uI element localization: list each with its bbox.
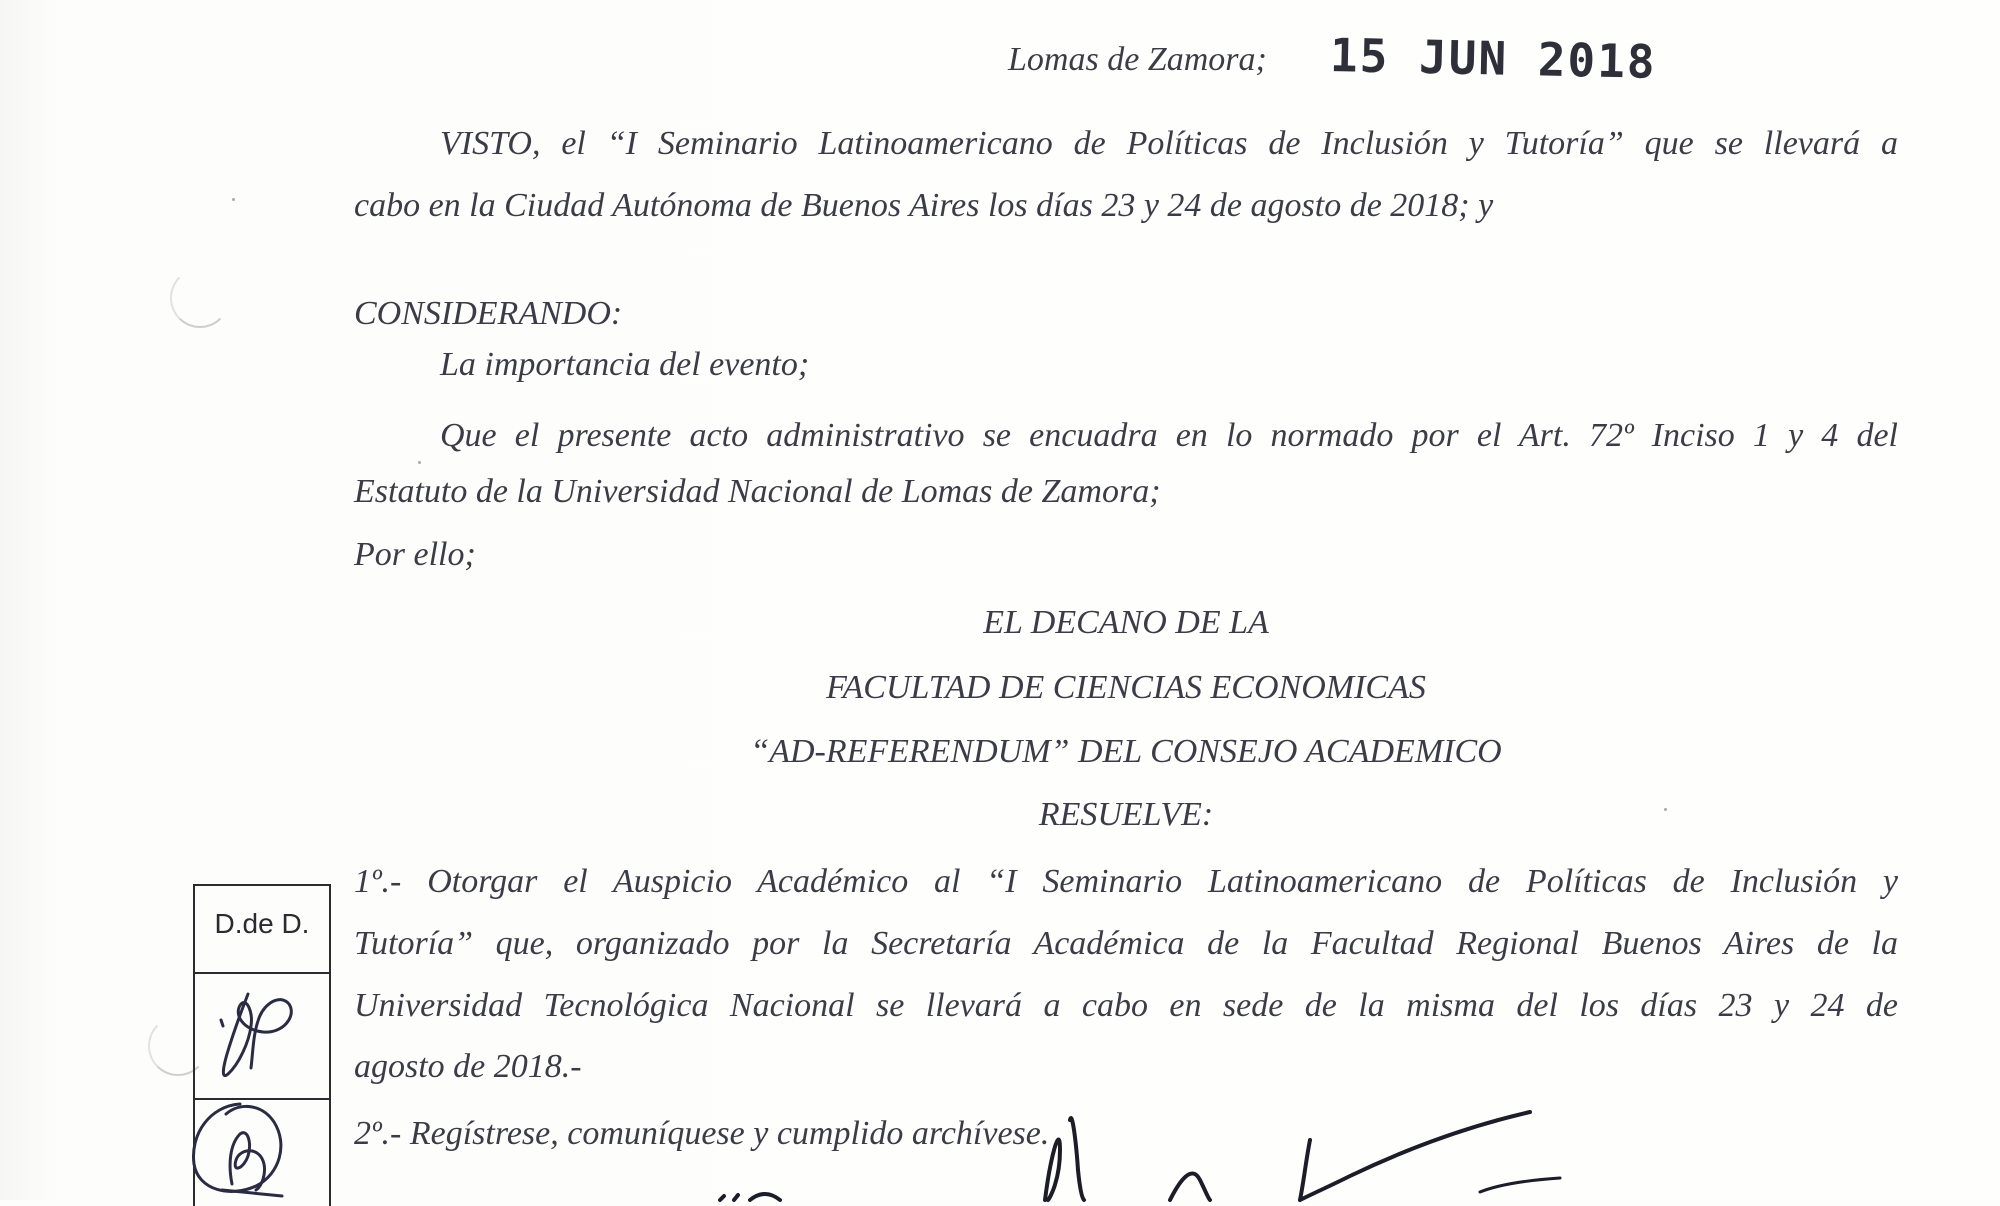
punch-hole-top bbox=[170, 268, 230, 328]
por-ello: Por ello; bbox=[354, 536, 476, 573]
article-2: 2º.- Regístrese, comuníquese y cumplido archívese. bbox=[354, 1115, 1050, 1152]
authority-line-1: EL DECANO DE LA bbox=[983, 604, 1269, 641]
place-heading: Lomas de Zamora; bbox=[1008, 41, 1267, 78]
initials-signature-2 bbox=[170, 1094, 330, 1204]
date-stamp: 15 JUN 2018 bbox=[1329, 28, 1658, 89]
article-1-line-1: 1º.- Otorgar el Auspicio Académico al “I Seminario Latinoamericano de Políticas de Inclusión y bbox=[354, 863, 1898, 900]
visto-line-2: cabo en la Ciudad Autónoma de Buenos Aires los días 23 y 24 de agosto de 2018; y bbox=[354, 187, 1494, 224]
resuelve-heading: RESUELVE: bbox=[1038, 796, 1214, 833]
considerando-item-2-line-2: Estatuto de la Universidad Nacional de Lomas de Zamora; bbox=[354, 473, 1161, 510]
considerando-heading: CONSIDERANDO: bbox=[354, 295, 623, 332]
authority-line-3: “AD-REFERENDUM” DEL CONSEJO ACADEMICO bbox=[750, 733, 1502, 770]
speck bbox=[418, 461, 421, 464]
authority-line-2: FACULTAD DE CIENCIAS ECONOMICAS bbox=[826, 669, 1426, 706]
article-1-line-4: agosto de 2018.- bbox=[354, 1048, 582, 1085]
article-1-line-2: Tutoría” que, organizado por la Secretaría Académica de la Facultad Regional Buenos Aires de la bbox=[354, 925, 1898, 962]
article-1-line-3: Universidad Tecnológica Nacional se llevará a cabo en sede de la misma del los días 23 y 24 de bbox=[354, 987, 1898, 1024]
dean-signature bbox=[700, 1080, 1680, 1200]
considerando-item-2-line-1: Que el presente acto administrativo se encuadra en lo normado por el Art. 72º Inciso 1 y 4 del bbox=[440, 417, 1898, 454]
considerando-item-1: La importancia del evento; bbox=[440, 346, 810, 383]
initials-signature-1 bbox=[193, 972, 327, 1092]
margin-box-label: D.de D. bbox=[214, 908, 310, 939]
visto-line-1: VISTO, el “I Seminario Latinoamericano de Políticas de Inclusión y Tutoría” que se llevará a bbox=[440, 125, 1898, 162]
speck bbox=[232, 198, 235, 201]
